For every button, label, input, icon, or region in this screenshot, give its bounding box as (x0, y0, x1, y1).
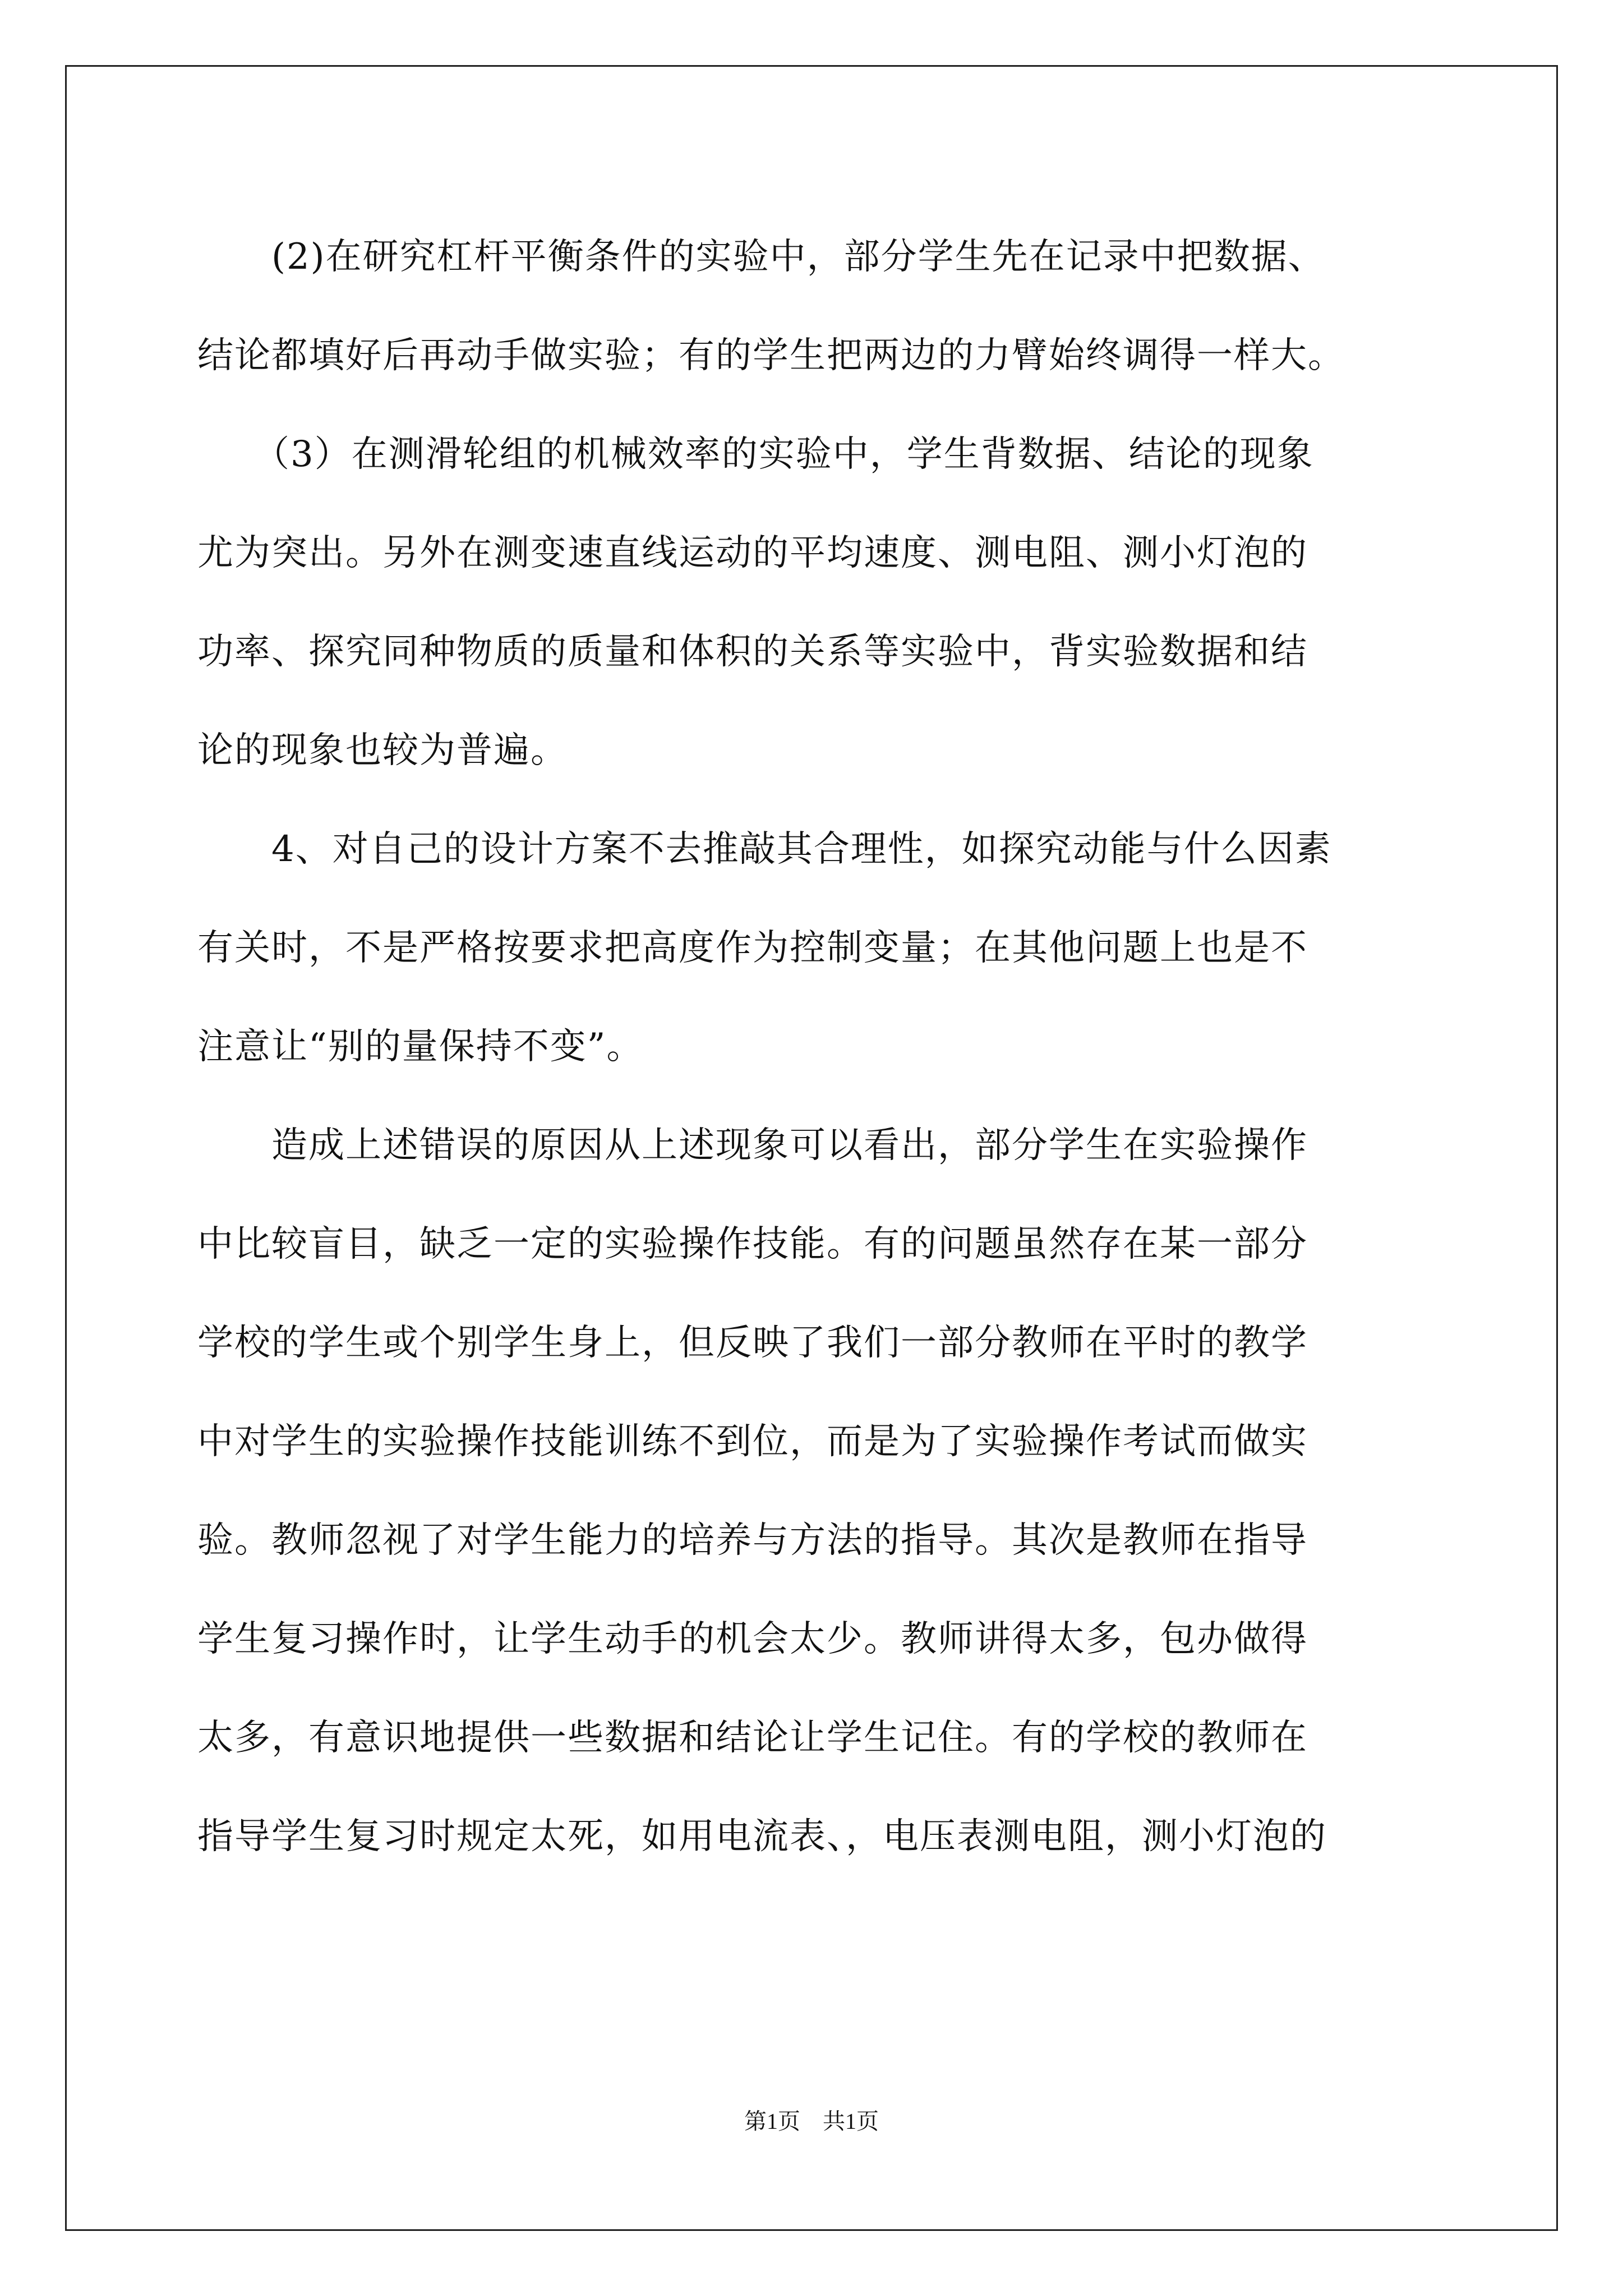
text-line: 中对学生的实验操作技能训练不到位，而是为了实验操作考试而做实 (197, 1421, 1308, 1462)
page-footer: 第1页 共1页 (744, 2109, 879, 2134)
text-line: (2)在研究杠杆平衡条件的实验中，部分学生先在记录中把数据、 (197, 236, 1325, 278)
text-line: 太多，有意识地提供一些数据和结论让学生记住。有的学校的教师在 (197, 1717, 1308, 1759)
text-line: 中比较盲目，缺乏一定的实验操作技能。有的问题虽然存在某一部分 (197, 1223, 1308, 1265)
text-line: （3）在测滑轮组的机械效率的实验中，学生背数据、结论的现象 (197, 434, 1314, 475)
text-line: 结论都填好后再动手做实验；有的学生把两边的力臂始终调得一样大。 (197, 335, 1345, 376)
text-line: 指导学生复习时规定太死，如用电流表、，电压表测电阻，测小灯泡的 (197, 1816, 1327, 1857)
text-line: 有关时，不是严格按要求把高度作为控制变量；在其他问题上也是不 (197, 927, 1308, 969)
text-line: 功率、探究同种物质的质量和体积的关系等实验中，背实验数据和结 (197, 631, 1308, 673)
text-line: 验。教师忽视了对学生能力的培养与方法的指导。其次是教师在指导 (197, 1520, 1308, 1561)
text-line: 学校的学生或个别学生身上，但反映了我们一部分教师在平时的教学 (197, 1322, 1308, 1364)
text-line: 注意让“别的量保持不变”。 (197, 1026, 644, 1068)
text-line: 尤为突出。另外在测变速直线运动的平均速度、测电阻、测小灯泡的 (197, 532, 1308, 574)
text-line: 造成上述错误的原因从上述现象可以看出，部分学生在实验操作 (197, 1125, 1308, 1166)
text-line: 学生复习操作时，让学生动手的机会太少。教师讲得太多，包办做得 (197, 1618, 1308, 1660)
document-body (197, 208, 1426, 1886)
text-line: 4、对自己的设计方案不去推敲其合理性，如探究动能与什么因素 (197, 829, 1332, 870)
text-line: 论的现象也较为普遍。 (197, 730, 568, 771)
